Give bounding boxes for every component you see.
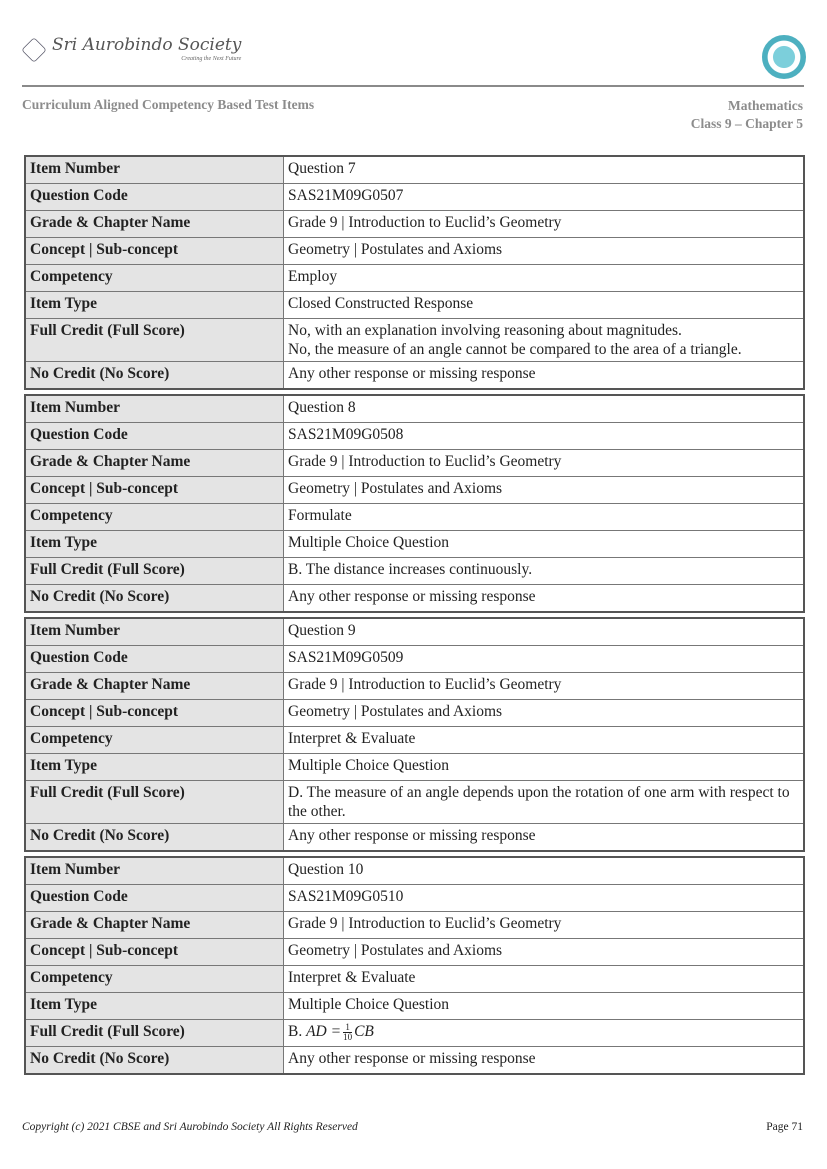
table-row-no-credit [25, 824, 804, 852]
fraction-numerator: 1 [343, 1023, 352, 1033]
table-row-no-credit [25, 362, 804, 390]
table-row-item-number [25, 395, 804, 423]
row-value: Multiple Choice Question [284, 993, 805, 1020]
table-row-item-type [25, 292, 804, 319]
copyright: Copyright (c) 2021 CBSE and Sri Aurobindo Society All Rights Reserved [22, 1121, 358, 1133]
table-row-question-code [25, 646, 804, 673]
row-value: Geometry | Postulates and Axioms [284, 939, 805, 966]
full-credit-line: No, the measure of an angle cannot be compared to the area of a triangle. [288, 341, 742, 358]
row-label: Item Type [25, 531, 284, 558]
table-row-full-credit [25, 1020, 804, 1047]
full-credit-line: B. The distance increases continuously. [288, 561, 533, 578]
sri-aurobindo-society-logo [22, 36, 241, 63]
row-label: Grade & Chapter Name [25, 673, 284, 700]
document-title: Curriculum Aligned Competency Based Test Items [22, 97, 315, 112]
logo-tagline: Creating the Next Future [181, 56, 242, 62]
row-label: No Credit (No Score) [25, 362, 284, 390]
full-credit-line: D. The measure of an angle depends upon the rotation of one arm with respect to the other. [288, 784, 790, 820]
table-row-competency [25, 504, 804, 531]
logo-text: Sri Aurobindo Society [52, 35, 242, 55]
row-value: Any other response or missing response [284, 585, 805, 613]
table-row-item-number [25, 857, 804, 885]
row-value [284, 558, 805, 585]
row-value: Geometry | Postulates and Axioms [284, 700, 805, 727]
row-value: Employ [284, 265, 805, 292]
table-row-concept [25, 238, 804, 265]
table-row-question-code [25, 423, 804, 450]
row-value: Geometry | Postulates and Axioms [284, 238, 805, 265]
class-chapter: Class 9 – Chapter 5 [690, 116, 803, 131]
table-row-item-type [25, 531, 804, 558]
answer-option: B. [288, 1023, 303, 1040]
logo-emblem-icon [21, 37, 46, 62]
row-label: Concept | Sub-concept [25, 238, 284, 265]
table-row-competency [25, 966, 804, 993]
row-value: Multiple Choice Question [284, 531, 805, 558]
row-label: Full Credit (Full Score) [25, 1020, 284, 1047]
table-row-grade-chapter [25, 912, 804, 939]
row-label: Item Number [25, 395, 284, 423]
subject: Mathematics [728, 98, 803, 113]
row-value [284, 319, 805, 362]
row-label: Question Code [25, 423, 284, 450]
row-value: SAS21M09G0509 [284, 646, 805, 673]
table-row-grade-chapter [25, 673, 804, 700]
row-value: Grade 9 | Introduction to Euclid’s Geometry [284, 673, 805, 700]
table-row-full-credit [25, 319, 804, 362]
row-label: Competency [25, 966, 284, 993]
table-row-competency [25, 727, 804, 754]
row-label: Competency [25, 504, 284, 531]
table-row-item-type [25, 754, 804, 781]
row-value: Multiple Choice Question [284, 754, 805, 781]
row-value [284, 781, 805, 824]
row-label: Concept | Sub-concept [25, 939, 284, 966]
item-table-4 [24, 856, 805, 1075]
row-label: Grade & Chapter Name [25, 211, 284, 238]
table-row-concept [25, 477, 804, 504]
table-row-question-code [25, 184, 804, 211]
row-label: Competency [25, 265, 284, 292]
item-table-2 [24, 394, 805, 613]
row-value: Grade 9 | Introduction to Euclid’s Geometry [284, 912, 805, 939]
row-value: Formulate [284, 504, 805, 531]
table-row-full-credit [25, 558, 804, 585]
row-value: Closed Constructed Response [284, 292, 805, 319]
row-value: SAS21M09G0508 [284, 423, 805, 450]
row-label: No Credit (No Score) [25, 585, 284, 613]
row-label: Item Number [25, 857, 284, 885]
table-row-grade-chapter [25, 450, 804, 477]
row-label: Concept | Sub-concept [25, 477, 284, 504]
row-label: Question Code [25, 184, 284, 211]
fraction-denominator: 10 [343, 1031, 353, 1042]
formula-lhs: AD = [306, 1023, 342, 1040]
table-row-competency [25, 265, 804, 292]
row-label: Item Number [25, 618, 284, 646]
row-label: Item Type [25, 292, 284, 319]
table-row-concept [25, 939, 804, 966]
row-value: Interpret & Evaluate [284, 966, 805, 993]
formula-rhs: CB [354, 1023, 374, 1040]
row-value [284, 1020, 805, 1047]
cbse-seal-icon [762, 35, 806, 79]
header-divider [22, 85, 804, 87]
item-table-1 [24, 155, 805, 390]
row-value: Any other response or missing response [284, 362, 805, 390]
table-row-item-type [25, 993, 804, 1020]
table-row-concept [25, 700, 804, 727]
subject-info [691, 97, 803, 133]
row-label: Question Code [25, 646, 284, 673]
row-label: Competency [25, 727, 284, 754]
row-label: Grade & Chapter Name [25, 912, 284, 939]
table-row-item-number [25, 156, 804, 184]
row-value: Interpret & Evaluate [284, 727, 805, 754]
table-row-no-credit [25, 1047, 804, 1075]
logo-words [52, 36, 241, 63]
row-label: Full Credit (Full Score) [25, 558, 284, 585]
row-value: Question 10 [284, 857, 805, 885]
row-label: Grade & Chapter Name [25, 450, 284, 477]
row-value: SAS21M09G0510 [284, 885, 805, 912]
row-value: Any other response or missing response [284, 1047, 805, 1075]
fraction [343, 1023, 352, 1042]
row-value: Question 9 [284, 618, 805, 646]
row-value: Geometry | Postulates and Axioms [284, 477, 805, 504]
table-row-grade-chapter [25, 211, 804, 238]
row-label: Item Type [25, 993, 284, 1020]
row-label: No Credit (No Score) [25, 1047, 284, 1075]
row-label: Item Type [25, 754, 284, 781]
row-value: Grade 9 | Introduction to Euclid’s Geometry [284, 211, 805, 238]
row-label: No Credit (No Score) [25, 824, 284, 852]
table-row-full-credit [25, 781, 804, 824]
item-tables [24, 155, 805, 1079]
row-value: Question 8 [284, 395, 805, 423]
row-label: Full Credit (Full Score) [25, 319, 284, 362]
row-label: Question Code [25, 885, 284, 912]
table-row-no-credit [25, 585, 804, 613]
row-value: Question 7 [284, 156, 805, 184]
table-row-item-number [25, 618, 804, 646]
item-table-3 [24, 617, 805, 852]
row-label: Item Number [25, 156, 284, 184]
page-number: Page 71 [766, 1121, 803, 1133]
row-value: SAS21M09G0507 [284, 184, 805, 211]
table-row-question-code [25, 885, 804, 912]
row-value: Any other response or missing response [284, 824, 805, 852]
row-value: Grade 9 | Introduction to Euclid’s Geometry [284, 450, 805, 477]
row-label: Concept | Sub-concept [25, 700, 284, 727]
row-label: Full Credit (Full Score) [25, 781, 284, 824]
full-credit-line: No, with an explanation involving reasoning about magnitudes. [288, 322, 682, 339]
